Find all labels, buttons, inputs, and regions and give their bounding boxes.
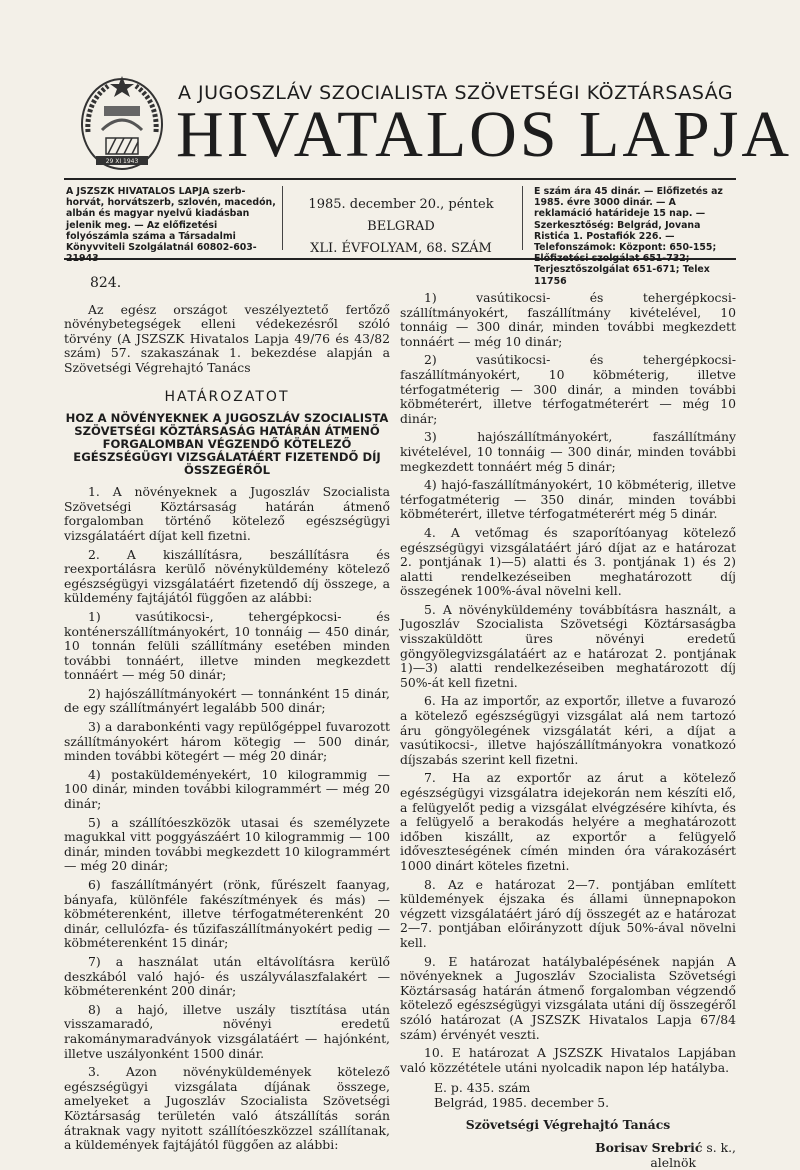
list-item: 4) postaküldeményekért, 10 kilogrammig — 100 dinár, minden további kilogrammért — még 20 dinár; xyxy=(64,766,390,812)
state-emblem-icon xyxy=(78,72,166,172)
council-name: Szövetségi Végrehajtó Tanács xyxy=(465,1117,671,1133)
list-item: 7) a használat után eltávolításra kerülő deszkából való hajó- és uszályválaszfalakért — köbméterenként 200 dinár; xyxy=(64,953,390,999)
emblem-date: 29 XI 1943 xyxy=(105,158,139,165)
header-left-info: A JSZSZK HIVATALOS LAPJA szerb-horvát, horvátszerb, szlovén, macedón, albán és magyar nyelvű kiadásban jelenik meg. — Az előfizetési folyószámla száma a Társadalmi Könyvviteli Szolgálatnál 60802-603-21943 xyxy=(66,186,276,265)
signer-role: alelnök xyxy=(650,1154,696,1170)
paragraph: 8. Az e határozat 2—7. pontjában említett küldemények éjszaka és állami ünnepnapokon végzett vizsgálatáért járó díj összegét az e határozat 2—7. pontjában előirányzott díjuk 50%-ával növelni kell. xyxy=(400,876,736,950)
paragraph: 1. A növényeknek a Jugoszláv Szocialista Szövetségi Köztársaság határán átmenő forgalomban történő kötelező egészségügyi vizsgálatáért díjat kell fizetni. xyxy=(64,484,390,543)
header-separator xyxy=(522,186,523,250)
list-item: 6) faszállítmányért (rönk, fűrészelt faanyag, bányafa, különféle fakészítmények és más) — köbméterenként, illetve térfogatméterenként 20 dinár, cellulózfa- és tűzifaszállítmányokért pedig — köbméterenként 15 dinár; xyxy=(64,877,390,951)
list-item: 1) vasútikocsi-, tehergépkocsi- és konténerszállítmányokért, 10 tonnáig — 450 dinár, 10 tonnán felüli szállítmány esetében minden további tonnáért, illetve minden megkezdett tonnáért — még 50 dinár; xyxy=(64,608,390,683)
list-item: 3) hajószállítmányokért, faszállítmány kivételével, 10 tonnáig — 300 dinár, minden további megkezdett tonnáért még 5 dinár; xyxy=(400,429,736,474)
right-column xyxy=(400,291,736,1170)
masthead-title: HIVATALOS LAPJA xyxy=(176,98,793,171)
left-column xyxy=(64,276,390,1157)
issue-volume: XLI. ÉVFOLYAM, 68. SZÁM xyxy=(310,241,492,256)
paragraph: 4. A vetőmag és szaporítóanyag kötelező egészségügyi vizsgálatáért járó díjat az e határozat 2. pontjának 1)—5) alatti és 3. pontjának 1) és 2) alatti rendelkezéseiben meghatározott díj összegének 100%-ával növelni kell. xyxy=(400,524,736,599)
signer-name: Borisav Srebrić xyxy=(595,1140,703,1156)
list-item: 4) hajó-faszállítmányokért, 10 köbméterig, illetve térfogatméterig — 350 dinár, minden további köbméterért, illetve térfogatméterért még 5 dinár. xyxy=(400,477,736,522)
issue-date: 1985. december 20., péntek xyxy=(308,197,494,212)
list-item: 1) vasútikocsi- és tehergépkocsi-szállítmányokért, faszállítmány kivételével, 10 tonnáig — 300 dinár, minden további megkezdett tonnáért — még 10 dinár; xyxy=(400,290,736,349)
decision-number: 824. xyxy=(90,275,122,291)
place-date: Belgrád, 1985. december 5. xyxy=(434,1094,610,1110)
list-item: 3) a darabonkénti vagy repülőgéppel fuvarozott szállítmányokért három kötegig — 500 dinár, minden további kötegért — még 20 dinár; xyxy=(64,719,390,764)
paragraph: 5. A növényküldemény továbbításra használt, a Jugoszláv Szocialista Szövetségi Köztársaságba visszaküldött üres növényi eredetű göngyölegvizsgálatáért az e határozat 2. pontjának 1)—3) alatti rendelkezéseiben meghatározott díj 50%-át kell fizetni. xyxy=(400,601,736,690)
paragraph: 3. Azon növényküldemények kötelező egészségügyi vizsgálata díjának összege, amelyeket a Jugoszláv Szocialista Szövetségi Köztársaság területén való átszállítás során átraknak vagy nyitott szállítóeszközzel szállítanak, a küldemények fajtájától függően az alábbi: xyxy=(64,1064,390,1153)
signer-suffix: s. k., xyxy=(702,1140,736,1156)
decision-heading: HATÁROZATOT xyxy=(164,388,290,405)
header-right-info: E szám ára 45 dinár. — Előfizetés az 1985. évre 3000 dinár. — A reklamáció határideje 15 nap. — Szerkesztőség: Belgrád, Jovana Ristića 1. Postafiók 226. — Telefonszámok: Központ: 650-155; Előfizetési szolgálat 651-732; Terjesztőszolgálat 651-671; Telex 11756 xyxy=(534,186,723,287)
list-item: 2) hajószállítmányokért — tonnánként 15 dinár, de egy szállítmányért legalább 500 dinár; xyxy=(64,685,390,716)
republic-line: A JUGOSZLÁV SZOCIALISTA SZÖVETSÉGI KÖZTÁRSASÁG xyxy=(178,82,734,104)
paragraph: 6. Ha az importőr, az exportőr, illetve a fuvarozó a kötelező egészségügyi vizsgálat alá nem tartozó áru göngyölegének vizsgálatát kéri, a díjat a vasútikocsi-, illetve hajószállítmányokra vonatkozó díjszabás szerint kell fizetni. xyxy=(400,693,736,767)
top-rule xyxy=(64,178,736,180)
issue-city: BELGRAD xyxy=(367,219,435,234)
list-item: 8) a hajó, illetve uszály tisztítása után visszamaradó, növényi eredetű rakománymaradványok vizsgálatáért — hajónként, illetve uszályonként 1500 dinár. xyxy=(64,1001,390,1061)
header-center xyxy=(290,194,512,260)
paragraph: 9. E határozat hatálybalépésének napján A növényeknek a Jugoszláv Szocialista Szövetségi Köztársaság határán átmenő forgalomban végzendő kötelező egészségügyi vizsgálata utáni díj összegéről szóló határozat (A JSZSZK Hivatalos Lapja 67/84 szám) érvényét veszti. xyxy=(400,953,736,1042)
decision-subheading: HOZ A NÖVÉNYEKNEK A JUGOSZLÁV SZOCIALISTA SZÖVETSÉGI KÖZTÁRSASÁG HATÁRÁN ÁTMENŐ FORGALOMBAN VÉGZENDŐ KÖTELEZŐ EGÉSZSÉGÜGYI VIZSGÁLATÁÉRT FIZETENDŐ DÍJ ÖSSZEGÉRŐL xyxy=(65,411,389,478)
paragraph: 2. A kiszállításra, beszállításra és reexportálásra kerülő növényküldemény kötelező egészségügyi vizsgálatáért fizetendő díj összege, a küldemény fajtájától függően az alábbi: xyxy=(64,546,390,606)
signature xyxy=(400,1141,736,1156)
paragraph: 10. E határozat A JSZSZK Hivatalos Lapjában való közzététele utáni nyolcadik napon lép hatályba. xyxy=(400,1045,736,1075)
intro-paragraph: Az egész országot veszélyeztető fertőző növénybetegségek elleni védekezésről szóló törvény (A JSZSZK Hivatalos Lapja 49/76 és 43/82 szám) 57. szakaszának 1. bekezdése alapján a Szövetségi Végrehajtó Tanács xyxy=(64,301,390,375)
paragraph: 7. Ha az exportőr az árut a kötelező egészségügyi vizsgálatra idejekorán nem készíti elő, a felügyelőt pedig a vizsgálat elvégzésére kihívta, és a felügyelő a berakodás helyére a meghatározott időben kiszállt, az exportőr a felügyelő időveszteségének címén minden óra várakozásért 1000 dinárt köteles fizetni. xyxy=(400,770,736,873)
header-separator xyxy=(282,186,283,250)
list-item: 5) a szállítóeszközök utasai és személyzete magukkal vitt poggyászáért 10 kilogrammig — 100 dinár, minden további megkezdett 10 kilogrammért — még 20 dinár; xyxy=(64,814,390,874)
reference-number: E. p. 435. szám xyxy=(434,1080,531,1096)
list-item: 2) vasútikocsi- és tehergépkocsi-faszállítmányokért, 10 köbméterig, illetve térfogatméterig — 300 dinár, a minden további köbméterért, illetve térfogatméterért — még 10 dinár; xyxy=(400,352,736,426)
